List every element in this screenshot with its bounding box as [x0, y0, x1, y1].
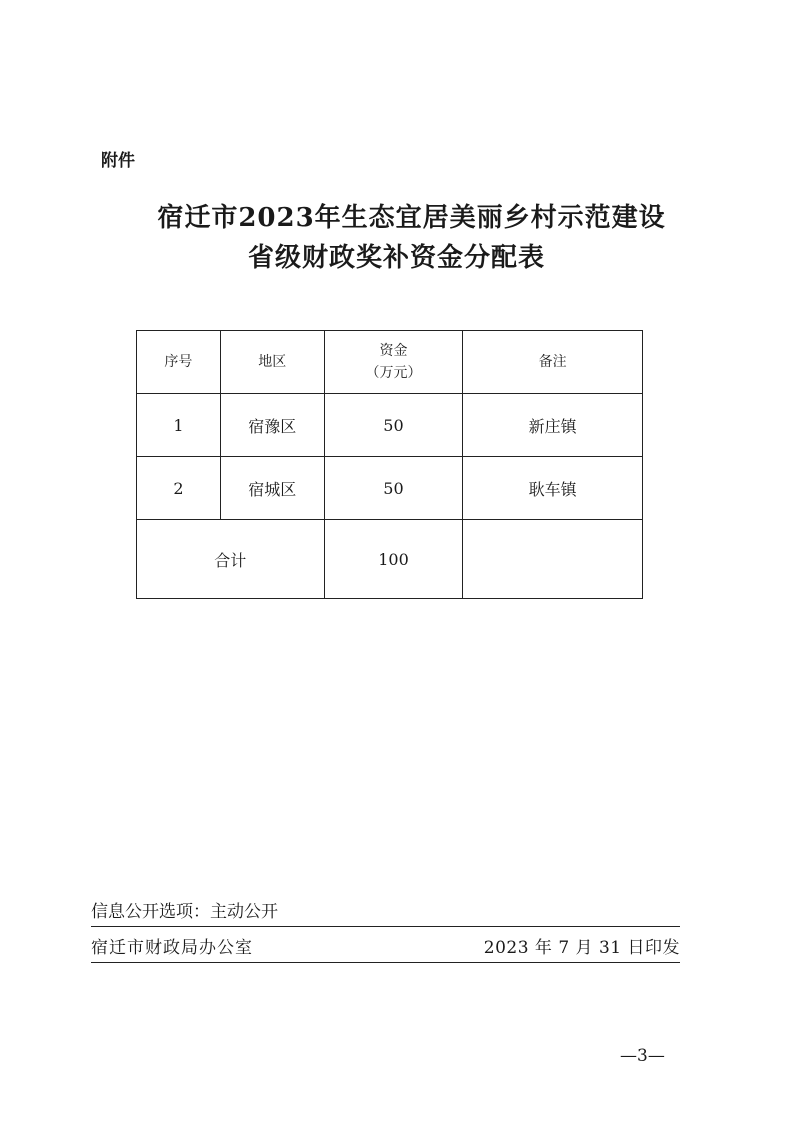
footer-divider-top	[91, 926, 680, 927]
header-funds-unit: （万元）	[365, 365, 422, 381]
table-total-row	[137, 520, 643, 599]
cell-seq: 1	[137, 394, 221, 457]
issuer: 宿迁市财政局办公室	[91, 938, 253, 958]
document-title	[0, 198, 793, 278]
allocation-table	[136, 330, 643, 599]
cell-region: 宿豫区	[220, 394, 324, 457]
cell-remarks: 耿车镇	[463, 457, 643, 520]
attachment-label: 附件	[101, 151, 135, 171]
table-row	[137, 394, 643, 457]
total-funds: 100	[324, 520, 463, 599]
cell-region: 宿城区	[220, 457, 324, 520]
footer-divider-bottom	[91, 962, 680, 963]
header-remarks: 备注	[463, 331, 643, 394]
title-line-1: 宿迁市2023年生态宜居美丽乡村示范建设	[157, 203, 666, 233]
cell-seq: 2	[137, 457, 221, 520]
header-seq: 序号	[137, 331, 221, 394]
total-remarks	[463, 520, 643, 599]
total-label: 合计	[137, 520, 325, 599]
header-funds	[324, 331, 463, 394]
page-number: —3—	[620, 1046, 665, 1066]
cell-remarks: 新庄镇	[463, 394, 643, 457]
header-region: 地区	[220, 331, 324, 394]
header-funds-label: 资金	[379, 343, 408, 359]
disclosure-option: 信息公开选项：主动公开	[91, 902, 278, 922]
table-header-row	[137, 331, 643, 394]
table-row	[137, 457, 643, 520]
cell-funds: 50	[324, 394, 463, 457]
issue-date: 2023 年 7 月 31 日印发	[483, 938, 680, 958]
title-line-2: 省级财政奖补资金分配表	[247, 243, 545, 273]
cell-funds: 50	[324, 457, 463, 520]
